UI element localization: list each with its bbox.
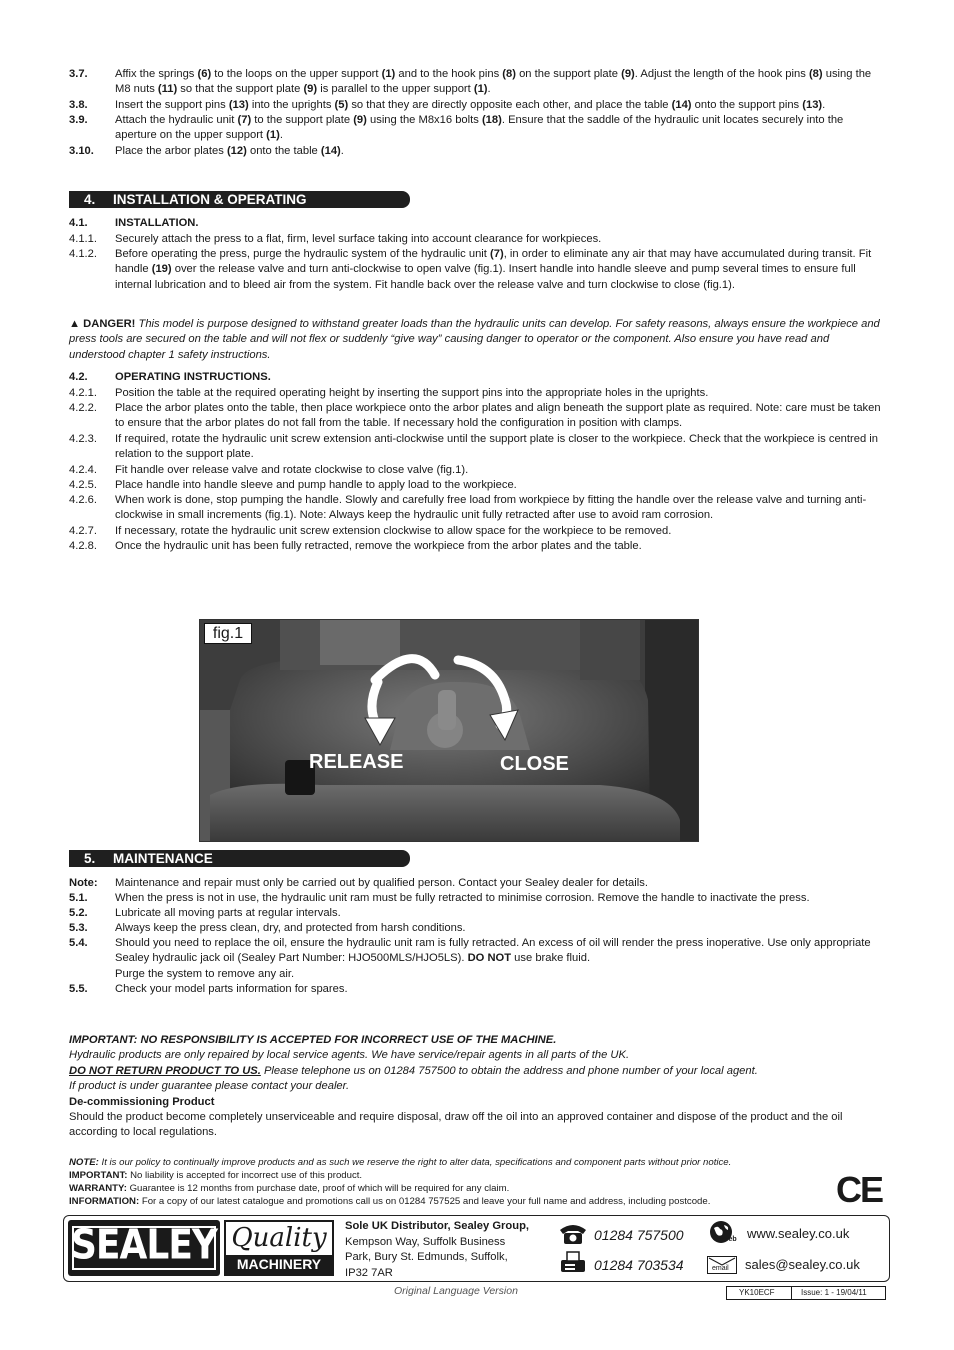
danger-text: This model is purpose designed to withstand greater loads than the hydraulic units can develop. For safety reasons, always ensure the workpiece and press tools are secured on the table and will not flex or suddenly “give way” causing danger to operator or the component. Also ensure you have read and understood chapter 1 safety instructions. (69, 318, 880, 361)
operating-title: OPERATING INSTRUCTIONS. (115, 371, 271, 383)
fine-print (69, 1156, 889, 1208)
release-label: RELEASE (309, 751, 404, 773)
operating-step-item-text: Once the hydraulic unit has been fully retracted, remove the workpiece from the arbor plates and the table. (115, 540, 642, 552)
fine-note-label: NOTE: (69, 1157, 99, 1168)
quality-text: Quality (231, 1223, 327, 1253)
phone-number: 01284 757500 (594, 1227, 684, 1243)
fine-information (69, 1195, 889, 1208)
operating-step-item-text: Position the table at the required operating height by inserting the support pins into the appropriate holes in the uprights. (115, 387, 709, 399)
operating-step-item-number: 4.2.3. (69, 433, 97, 445)
maintenance-step-item-text: When the press is not in use, the hydraulic unit ram must be fully retracted to minimise corrosion. Remove the handle to inactivate the press. (115, 892, 810, 904)
assembly-step-item (69, 67, 884, 98)
installation-step-item-text: Before operating the press, purge the hydraulic system of the hydraulic unit (7), in order to eliminate any air that may have accumulated during transit. Fit handle (19) over the release valve and turn anti-clockwise to open valve (fig.1). Insert handle into handle sleeve and pump several times to ensure full internal lubrication and to bleed air from the system. Fit handle back over the release valve and turn clockwise to close (fig.1). (115, 248, 872, 291)
email-link[interactable]: sales@sealey.co.uk (745, 1257, 860, 1272)
section-4-title: INSTALLATION & OPERATING (113, 192, 307, 207)
sealey-logo (68, 1220, 220, 1276)
operating-step-item (69, 401, 884, 432)
fax-number: 01284 703534 (594, 1257, 684, 1273)
fine-note (69, 1156, 889, 1169)
fine-important (69, 1169, 889, 1182)
web-icon-label: Web (722, 1236, 737, 1243)
model-code: YK10ECF (739, 1288, 775, 1297)
operating-number: 4.2. (69, 371, 88, 383)
fine-important-text: No liability is accepted for incorrect use of this product. (127, 1170, 363, 1181)
operating-step-item-text: Fit handle over release valve and rotate clockwise to close valve (fig.1). (115, 464, 469, 476)
maintenance-step-item-number: 5.2. (69, 907, 88, 919)
distributor-address (345, 1219, 529, 1281)
maintenance-step-item-text: Always keep the press clean, dry, and protected from harsh conditions. (115, 922, 466, 934)
maintenance-step-item-number: 5.1. (69, 892, 88, 904)
fine-information-text: For a copy of our latest catalogue and promotions call us on 01284 757525 and leave your full name and address, including postcode. (139, 1196, 711, 1207)
maintenance-step-item-text: Maintenance and repair must only be carried out by qualified person. Contact your Sealey dealer for details. (115, 877, 648, 889)
ce-mark: CE (836, 1169, 883, 1210)
address-line-3: IP32 7AR (345, 1266, 393, 1279)
do-not-return-label: DO NOT RETURN PRODUCT TO US. (69, 1064, 261, 1077)
operating-step-item (69, 478, 884, 493)
email-icon-label: email (712, 1265, 729, 1272)
phone-icon (558, 1222, 588, 1246)
fine-information-label: INFORMATION: (69, 1196, 140, 1207)
fine-warranty-label: WARRANTY: (69, 1183, 127, 1194)
danger-label: ▲ DANGER! (69, 318, 136, 330)
section-4-number: 4. (84, 192, 96, 207)
decommissioning-text: Should the product become completely unserviceable and require disposal, draw off the oil into an approved container and dispose of the product and the oil according to local regulations. (69, 1111, 843, 1139)
hydraulic-unit-photo (200, 620, 698, 841)
operating-step-item-text: Place handle into handle sleeve and pump handle to apply load to the workpiece. (115, 479, 517, 491)
issue-box (726, 1286, 886, 1300)
website-link[interactable]: www.sealey.co.uk (747, 1226, 850, 1241)
important-heading: IMPORTANT: NO RESPONSIBILITY IS ACCEPTED FOR INCORRECT USE OF THE MACHINE. (69, 1034, 557, 1046)
operating-step-item-text: If necessary, rotate the hydraulic unit screw extension clockwise to allow space for the workpiece to be removed. (115, 525, 672, 537)
assembly-step-item-number: 3.7. (69, 68, 88, 80)
operating-step-item-number: 4.2.1. (69, 387, 97, 399)
assembly-step-item (69, 98, 884, 113)
guarantee-text: If product is under guarantee please contact your dealer. (69, 1080, 350, 1093)
installation-step-item (69, 232, 884, 247)
danger-notice (69, 317, 884, 363)
figure-label: fig.1 (204, 623, 252, 644)
assembly-step-item-text: Place the arbor plates (12) onto the table (14). (115, 145, 344, 157)
repair-agents-text: Hydraulic products are only repaired by local service agents. We have service/repair agents in all parts of the UK. (69, 1049, 630, 1062)
close-label: CLOSE (500, 753, 569, 775)
machinery-text: MACHINERY (226, 1255, 332, 1274)
do-not-return-line (69, 1064, 884, 1079)
maintenance-step-item (69, 906, 884, 921)
decommissioning-title: De-commissioning Product (69, 1095, 215, 1108)
web-icon (706, 1220, 740, 1246)
assembly-step-item (69, 113, 884, 144)
maintenance-step-item (69, 982, 884, 997)
section-5-title: MAINTENANCE (113, 851, 213, 866)
installation-step-item-number: 4.1.2. (69, 248, 97, 260)
operating-step-item-number: 4.2.2. (69, 402, 97, 414)
do-not-return-text: Please telephone us on 01284 757500 to obtain the address and phone number of your local agent. (260, 1064, 758, 1077)
assembly-step-item-number: 3.10. (69, 145, 94, 157)
fine-note-text: It is our policy to continually improve products and as such we reserve the right to alter data, specifications and component parts without prior notice. (98, 1157, 732, 1168)
operating-step-item (69, 386, 884, 401)
operating-step-item-number: 4.2.5. (69, 479, 97, 491)
email-icon (707, 1256, 737, 1274)
original-language-note: Original Language Version (394, 1285, 518, 1297)
operating-step-item-number: 4.2.4. (69, 464, 97, 476)
operating-step-item-number: 4.2.8. (69, 540, 97, 552)
assembly-step-item-text: Affix the springs (6) to the loops on the upper support (1) and to the hook pins (8) on the support plate (9). Adjust the length of the hook pins (8) using the M8 nuts (11) so that the support plate (9) is parallel to the upper support (1). (115, 68, 872, 96)
operating-step-item (69, 539, 884, 554)
fine-important-label: IMPORTANT: (69, 1170, 128, 1181)
installation-step-item-number: 4.1.1. (69, 233, 97, 245)
important-block (69, 1033, 884, 1141)
operating-step-item (69, 493, 884, 524)
section-5-number: 5. (84, 851, 96, 866)
installation-step-item-text: Securely attach the press to a flat, firm, level surface taking into account clearance for workpieces. (115, 233, 602, 245)
distributor-title: Sole UK Distributor, Sealey Group, (345, 1220, 530, 1232)
maintenance-step-item-text: Check your model parts information for spares. (115, 983, 348, 995)
installation-title: INSTALLATION. (115, 217, 199, 229)
operating-step-item (69, 432, 884, 463)
installation-number: 4.1. (69, 217, 88, 229)
maintenance-step-item-number: Note: (69, 877, 98, 889)
section-5-header (69, 850, 410, 867)
sealey-logo-text: SEALEY (71, 1221, 217, 1270)
address-line-1: Kempson Way, Suffolk Business (345, 1235, 506, 1248)
maintenance-step-item (69, 921, 884, 936)
assembly-step-item-number: 3.8. (69, 99, 88, 111)
maintenance-step-item-number: 5.3. (69, 922, 88, 934)
operating-step-item-text: If required, rotate the hydraulic unit screw extension anti-clockwise until the support plate is closer to the workpiece. Check that the workpiece is centred in relation to the support plate. (115, 433, 878, 461)
maintenance-step-item-number: 5.5. (69, 983, 88, 995)
operating-step-item-number: 4.2.7. (69, 525, 97, 537)
operating-step-item-text: When work is done, stop pumping the handle. Slowly and carefully free load from workpiece by fitting the handle over the release valve and turning anti-clockwise in small increments (fig.1). Note: Always keep the hydraulic unit fully retracted after use to avoid ram corrosion. (115, 494, 867, 522)
maintenance-step-item (69, 891, 884, 906)
fine-warranty (69, 1182, 889, 1195)
fine-warranty-text: Guarantee is 12 months from purchase date, proof of which will be required for any claim. (126, 1183, 510, 1194)
figure-release-valve (199, 619, 699, 842)
maintenance-step-item-number: 5.4. (69, 937, 88, 949)
installation-step-item (69, 247, 884, 293)
section-4-header (69, 191, 410, 208)
maintenance-step-item-text: Lubricate all moving parts at regular intervals. (115, 907, 341, 919)
maintenance-step-item-text: Should you need to replace the oil, ensure the hydraulic unit ram is fully retracted. An excess of oil will render the press inoperative. Use only appropriate Sealey hydraulic jack oil (Sealey Part Number: HJO500MLS/HJO5LS). DO NOT use brake fluid. Purge the system to remove any air. (115, 937, 871, 980)
assembly-step-item-text: Attach the hydraulic unit (7) to the support plate (9) using the M8x16 bolts (18). Ensure that the saddle of the hydraulic unit locates securely into the aperture on the upper support (1). (115, 114, 844, 142)
operating-step-item-text: Place the arbor plates onto the table, then place workpiece onto the arbor plates and align beneath the support plate as required. Note: care must be taken to ensure that the arbor plates do not fall from the table. If necessary hold the configuration in position with clamps. (115, 402, 881, 430)
maintenance-step-item (69, 936, 884, 982)
assembly-step-item-text: Insert the support pins (13) into the uprights (5) so that they are directly opposite each other, and place the table (14) onto the support pins (13). (115, 99, 826, 111)
assembly-step-item (69, 144, 884, 159)
issue-date: Issue: 1 - 19/04/11 (801, 1288, 867, 1297)
assembly-step-item-number: 3.9. (69, 114, 88, 126)
operating-step-item (69, 463, 884, 478)
address-line-2: Park, Bury St. Edmunds, Suffolk, (345, 1251, 508, 1263)
maintenance-step-item (69, 876, 884, 891)
quality-machinery-logo (224, 1220, 334, 1276)
fax-icon (558, 1250, 588, 1274)
operating-step-item (69, 524, 884, 539)
operating-step-item-number: 4.2.6. (69, 494, 97, 506)
